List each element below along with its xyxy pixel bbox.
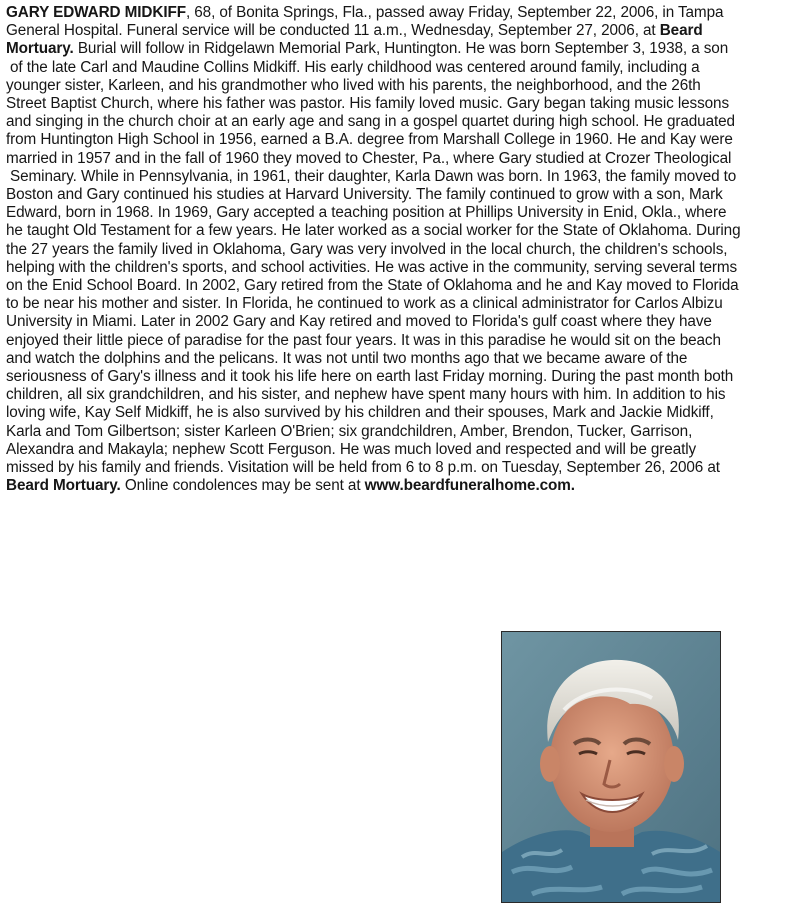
- obituary-line: [6, 222, 794, 240]
- obituary-line: [6, 4, 794, 22]
- obituary-text-segment: Street Baptist Church, where his father was pastor. His family loved music. Gary began taking music lessons: [6, 95, 730, 113]
- obituary-text-segment: married in 1957 and in the fall of 1960 they moved to Chester, Pa., where Gary studied at Crozer Theological: [6, 149, 732, 167]
- obituary-text-segment: Karla and Tom Gilbertson; sister Karleen O'Brien; six grandchildren, Amber, Brendon, Tucker, Garrison,: [6, 422, 693, 440]
- obituary-line: [6, 332, 794, 350]
- obituary-line: [6, 459, 794, 477]
- obituary-bold-text: www.beardfuneralhome.com.: [364, 477, 575, 495]
- obituary-line: [6, 441, 794, 459]
- obituary-line: [6, 168, 794, 186]
- obituary-line: [6, 59, 794, 77]
- obituary-text: [6, 4, 794, 495]
- obituary-line: [6, 386, 794, 404]
- obituary-line: [6, 150, 794, 168]
- obituary-text-segment: and watch the dolphins and the pelicans. It was not until two months ago that we became aware of the: [6, 349, 688, 367]
- obituary-line: [6, 131, 794, 149]
- obituary-text-segment: missed by his family and friends. Visitation will be held from 6 to 8 p.m. on Tuesday, September 26, 2006 at: [6, 459, 720, 477]
- obituary-line: [6, 241, 794, 259]
- obituary-line: [6, 77, 794, 95]
- obituary-line: [6, 350, 794, 368]
- obituary-text-segment: loving wife, Kay Self Midkiff, he is also survived by his children and their spouses, Mark and Jackie Midkiff,: [6, 404, 714, 422]
- obituary-bold-text: GARY EDWARD MIDKIFF: [6, 4, 186, 21]
- obituary-text-segment: and singing in the church choir at an early age and sang in a gospel quartet during high school. He graduated: [6, 113, 735, 131]
- obituary-text-segment: Burial will follow in Ridgelawn Memorial Park, Huntington. He was born September 3, 1938, a son: [73, 40, 729, 58]
- obituary-text-segment: Edward, born in 1968. In 1969, Gary accepted a teaching position at Phillips University in Enid, Okla., where: [6, 204, 727, 222]
- obituary-bold-text: Beard: [659, 22, 703, 40]
- obituary-line: [6, 95, 794, 113]
- obituary-line: [6, 423, 794, 441]
- obituary-text-segment: to be near his mother and sister. In Florida, he continued to work as a clinical administrator for Carlos Albizu: [6, 295, 723, 313]
- obituary-text-segment: Online condolences may be sent at: [120, 477, 365, 495]
- obituary-line: [6, 277, 794, 295]
- obituary-text-segment: Alexandra and Makayla; nephew Scott Ferguson. He was much loved and respected and will be greatly: [6, 440, 697, 458]
- obituary-text-segment: from Huntington High School in 1956, earned a B.A. degree from Marshall College in 1960. He and Kay were: [6, 131, 733, 149]
- obituary-text-segment: Seminary. While in Pennsylvania, in 1961, their daughter, Karla Dawn was born. In 1963, the family moved to: [10, 167, 737, 185]
- obituary-bold-text: Mortuary.: [6, 40, 74, 58]
- obituary-line: [6, 313, 794, 331]
- obituary-text-segment: children, all six grandchildren, and his sister, and nephew have spent many hours with him. In addition to his: [6, 386, 726, 404]
- obituary-line: [6, 113, 794, 131]
- obituary-line: [6, 22, 794, 40]
- obituary-line: [6, 186, 794, 204]
- obituary-text-segment: helping with the children's sports, and school activities. He was active in the community, serving several terms: [6, 258, 738, 276]
- obituary-text-segment: the 27 years the family lived in Oklahoma, Gary was very involved in the local church, the children's schools,: [6, 240, 728, 258]
- obituary-line: [6, 204, 794, 222]
- obituary-text-segment: on the Enid School Board. In 2002, Gary retired from the State of Oklahoma and he and Kay moved to Florida: [6, 277, 739, 295]
- obituary-line: [6, 259, 794, 277]
- obituary-text-segment: University in Miami. Later in 2002 Gary and Kay retired and moved to Florida's gulf coast where they have: [6, 313, 712, 331]
- obituary-line: [6, 477, 794, 495]
- obituary-text-segment: of the late Carl and Maudine Collins Midkiff. His early childhood was centered around family, including a: [10, 58, 700, 76]
- obituary-bold-text: Beard Mortuary.: [6, 477, 121, 495]
- obituary-line: [6, 295, 794, 313]
- obituary-text-segment: General Hospital. Funeral service will be conducted 11 a.m., Wednesday, September 27, 2006, at: [6, 22, 660, 40]
- obituary-line: [6, 40, 794, 58]
- obituary-line: [6, 404, 794, 422]
- portrait-photo: [501, 631, 721, 903]
- portrait-illustration: [502, 632, 720, 902]
- obituary-text-segment: younger sister, Karleen, and his grandmother who lived with his parents, the neighborhood, and the 26th: [6, 76, 701, 94]
- obituary-text-segment: , 68, of Bonita Springs, Fla., passed away Friday, September 22, 2006, in Tampa: [185, 4, 724, 21]
- obituary-text-segment: he taught Old Testament for a few years. He later worked as a social worker for the State of Oklahoma. During: [6, 222, 741, 240]
- obituary-line: [6, 368, 794, 386]
- obituary-text-segment: Boston and Gary continued his studies at Harvard University. The family continued to grow with a son, Mark: [6, 186, 723, 204]
- obituary-text-segment: enjoyed their little piece of paradise for the past four years. It was in this paradise he would sit on the beach: [6, 331, 721, 349]
- obituary-text-segment: seriousness of Gary's illness and it took his life here on earth last Friday morning. During the past month both: [6, 368, 734, 386]
